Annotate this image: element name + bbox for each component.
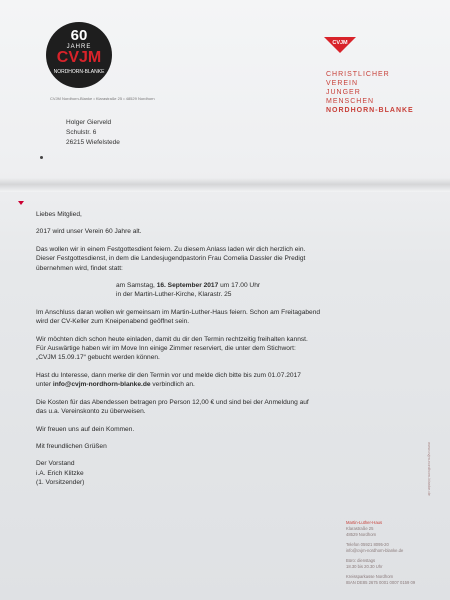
signature-line: i.A. Erich Klitzke <box>36 469 84 477</box>
paragraph: Das wollen wir in einem Festgottesdient feiern. Zu diesem Anlass laden wir dich herzlich ein. <box>36 245 306 253</box>
paper-fold <box>0 178 450 192</box>
email-link: info@cvjm-nordhorn-blanke.de <box>52 381 151 389</box>
footer-heading: Martin-Luther-Haus <box>346 520 383 525</box>
footer-line: 18.30 bis 20.30 Uhr <box>346 564 383 569</box>
recipient-street: Schulstr. 6 <box>66 129 97 136</box>
brand-line: JUNGER <box>326 89 361 96</box>
brand-line: MENSCHEN <box>326 98 375 105</box>
footer-line: Kreissparkasse Nordhorn <box>346 574 394 579</box>
brand-line: NORDHORN-BLANKE <box>326 107 414 114</box>
fold-mark <box>18 201 24 205</box>
logo-sub: NORDHORN-BLANKE <box>53 69 105 75</box>
anniversary-logo <box>46 22 112 88</box>
brand-line: CHRISTLICHER <box>326 71 390 78</box>
paragraph: wird der CV-Keller zum Kneipenabend geöffnet sein. <box>36 318 190 326</box>
cvjm-triangle-logo <box>322 36 358 54</box>
paragraph: „CVJM 15.09.17“ gebucht werden können. <box>36 354 160 362</box>
event-date: am Samstag, 16. September 2017 um 17.00 Uhr <box>116 282 261 290</box>
recipient-name: Holger Gierveld <box>66 119 112 126</box>
sender-line: CVJM Nordhorn-Blanke • Klarastraße 25 • 48529 Nordhorn <box>50 96 155 101</box>
recipient-city: 26215 Wiefelstede <box>66 139 120 146</box>
brand-mark-text: CVJM <box>332 40 348 46</box>
footer-line: Klarastraße 25 <box>346 526 374 531</box>
paragraph: übernehmen wird, findet statt: <box>36 264 123 272</box>
website-vertical: www.cvjm-nordhorn-blanke.de <box>427 442 432 496</box>
paragraph: das u.a. Vereinskonto zu überweisen. <box>36 408 146 416</box>
fold-mark <box>40 156 43 159</box>
paragraph: Dieser Festgottesdienst, in dem die Landesjugendpastorin Frau Cornelia Dassler die Predigt <box>36 255 306 263</box>
footer-line: 48529 Nordhorn <box>346 532 377 537</box>
paragraph: Hast du Interesse, dann merke dir den Termin vor und melde dich bitte bis zum 01.07.2017 <box>36 371 301 379</box>
logo-number: 60 <box>70 27 88 44</box>
closing: Mit freundlichen Grüßen <box>36 442 107 450</box>
paragraph: unter info@cvjm-nordhorn-blanke.de verbindlich an. <box>36 381 195 389</box>
paragraph: 2017 wird unser Verein 60 Jahre alt. <box>36 228 142 236</box>
footer-contact <box>346 520 415 586</box>
signature-line: Der Vorstand <box>36 460 75 468</box>
footer-line: IBAN DE85 2675 0001 0007 0159 09 <box>346 580 416 585</box>
footer-line: Büro: dienstags <box>346 558 376 563</box>
paragraph: Wir möchten dich schon heute einladen, damit du dir den Termin rechtzeitig freihalten kannst. <box>36 335 308 343</box>
logo-jahre: JAHRE <box>66 44 92 50</box>
footer-line: info@cvjm-nordhorn-blanke.de <box>346 548 404 553</box>
paragraph: Wir freuen uns auf dein Kommen. <box>36 425 135 433</box>
brand-wordmark <box>326 70 414 115</box>
signature-line: (1. Vorsitzender) <box>36 479 85 487</box>
paragraph: Für Auswärtige haben wir im Move Inn einige Zimmer reserviert, die unter dem Stichwort: <box>36 345 296 353</box>
logo-name: CVJM <box>56 49 102 66</box>
brand-line: VEREIN <box>326 80 359 87</box>
salutation: Liebes Mitglied, <box>36 211 82 218</box>
recipient-address <box>66 118 120 148</box>
paragraph: Die Kosten für das Abendessen betragen pro Person 12,00 € und sind bei der Anmeldung auf <box>36 398 309 406</box>
paragraph: Im Anschluss daran wollen wir gemeinsam im Martin-Luther-Haus feiern. Schon am Freitagabend <box>36 308 321 316</box>
letter-body <box>36 210 376 488</box>
footer-line: Telefon 05921 8095-20 <box>346 542 389 547</box>
event-place: in der Martin-Luther-Kirche, Klarastr. 25 <box>116 291 232 299</box>
